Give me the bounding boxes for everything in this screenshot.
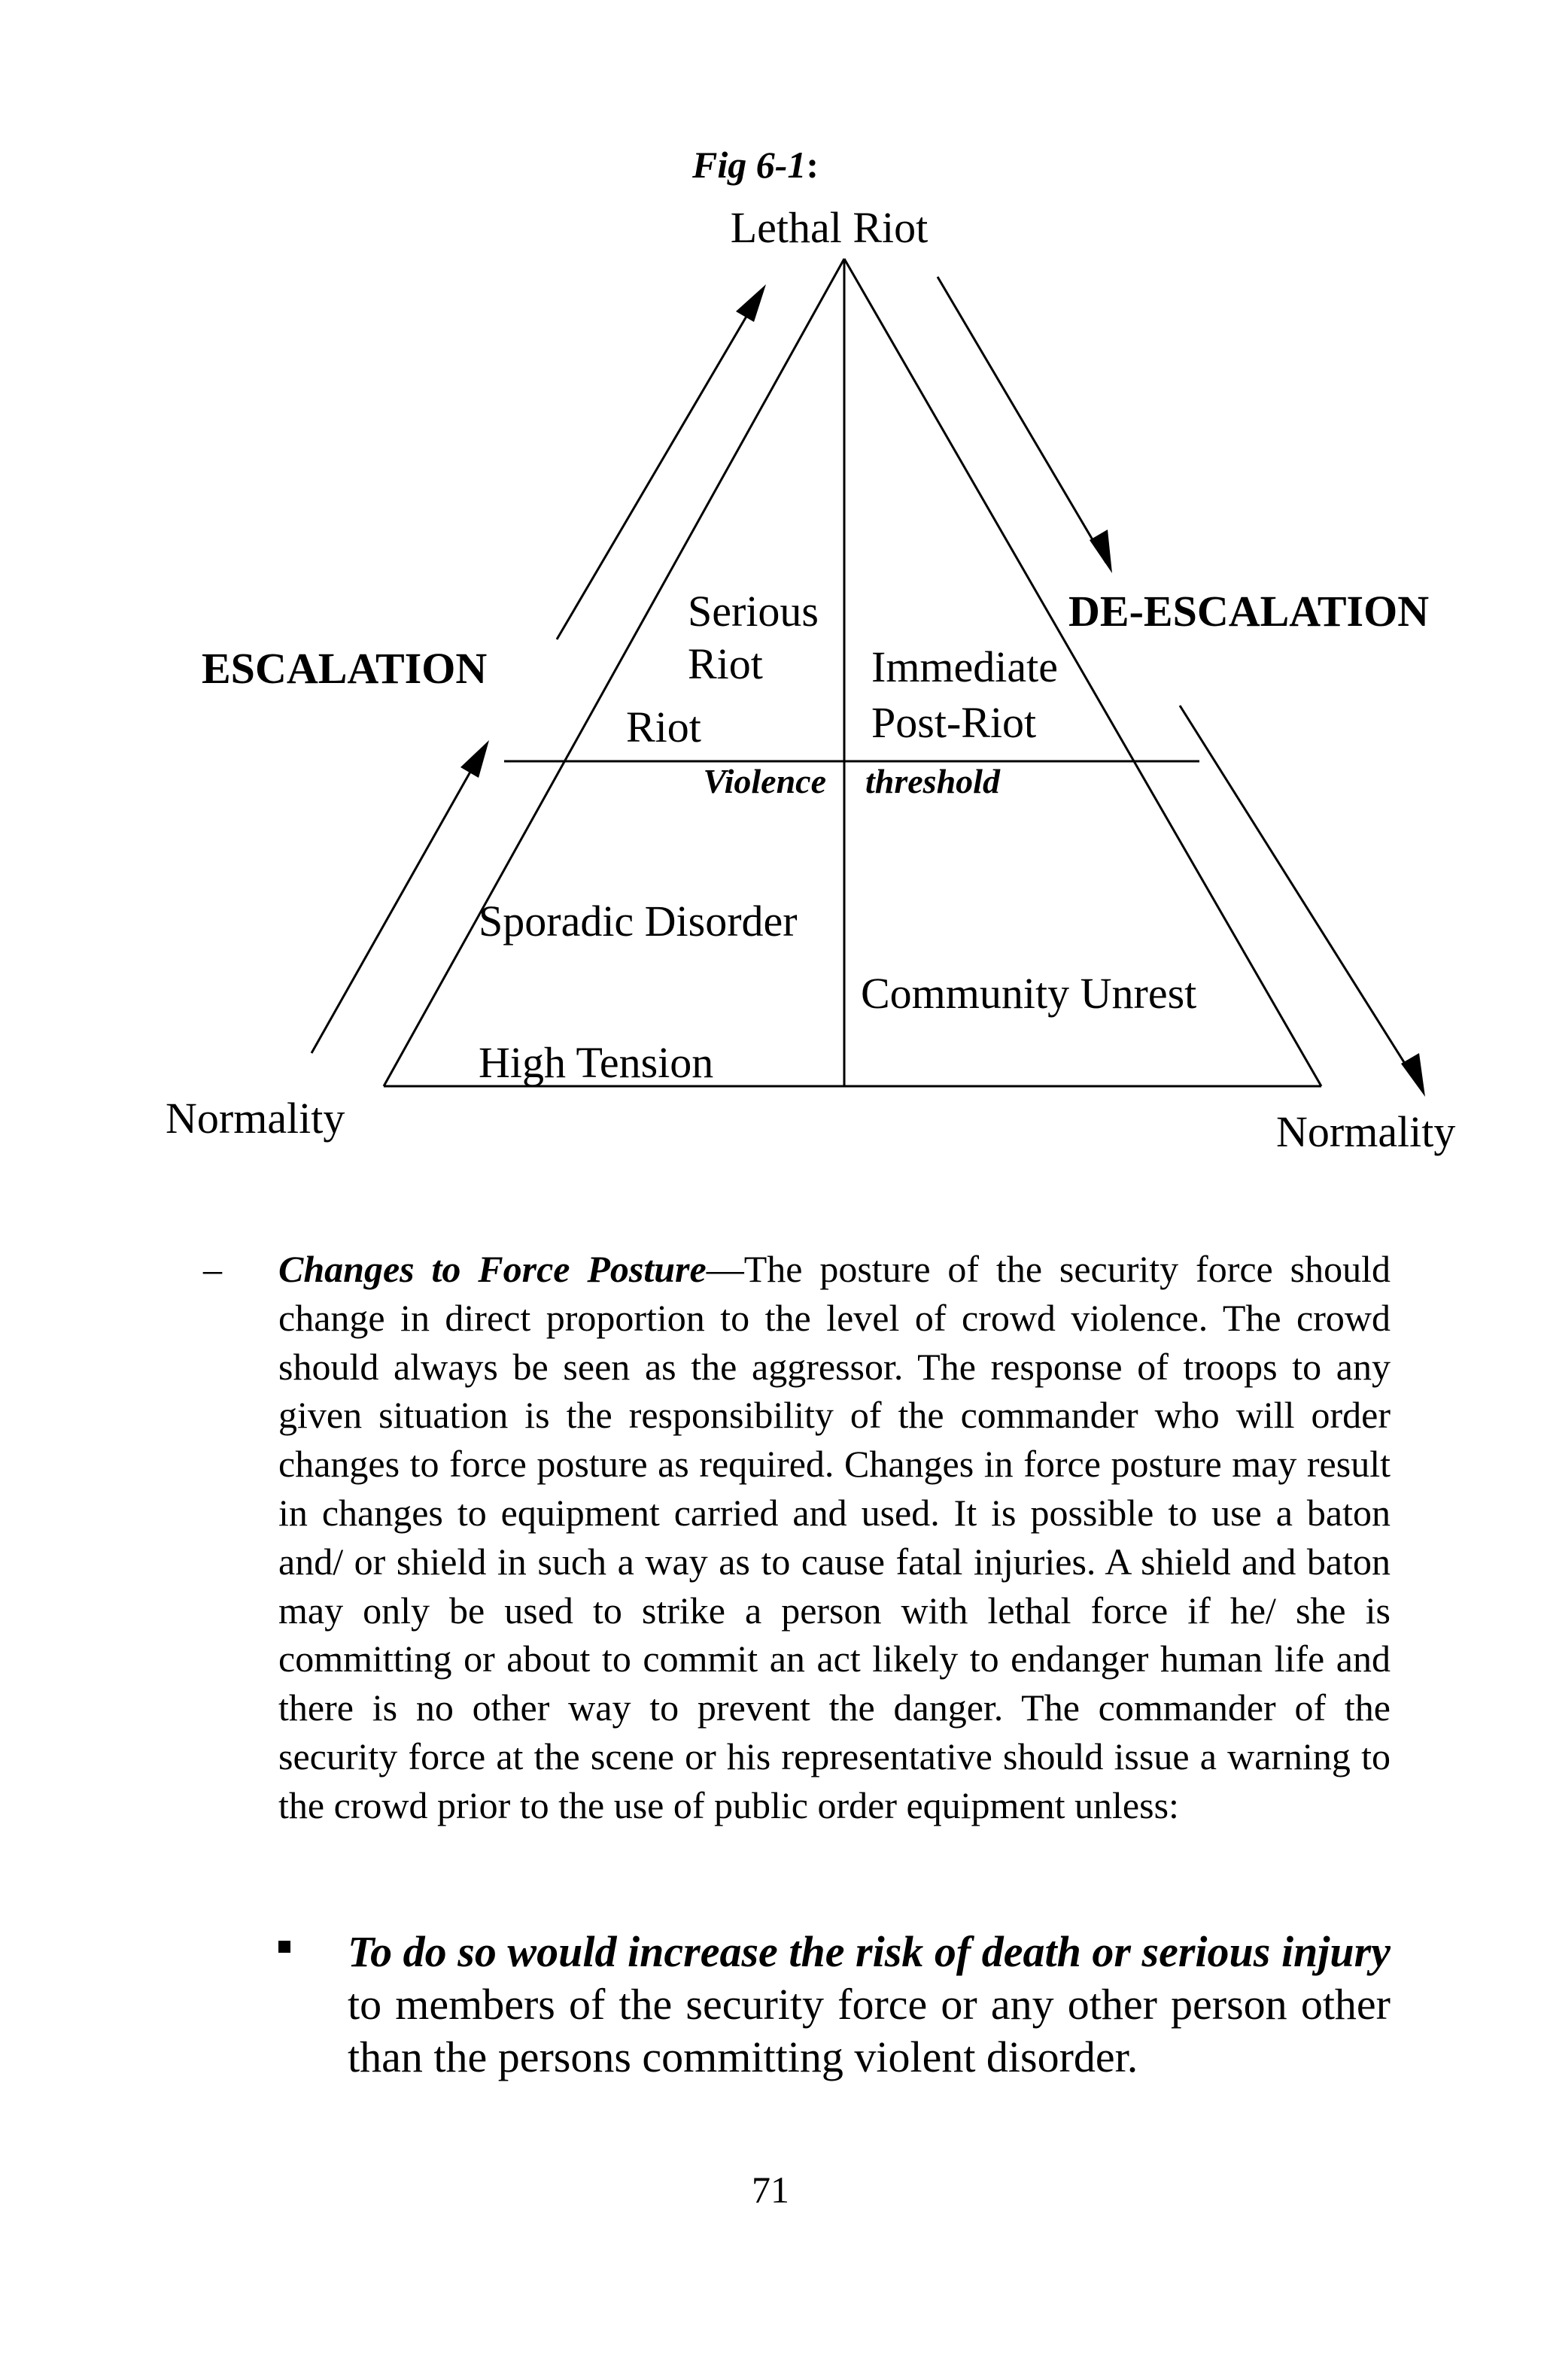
stage-serious-riot-line1: Serious <box>688 587 819 636</box>
stage-sporadic-disorder: Sporadic Disorder <box>479 897 798 946</box>
force-posture-paragraph <box>278 1245 1391 1830</box>
bullet-text: to members of the security force or any other person other than the persons committing violent disorder. <box>348 1980 1391 2081</box>
stage-post-riot: Post-Riot <box>871 698 1037 747</box>
bullet-lead: To do so would increase the risk of death or serious injury <box>348 1927 1391 1976</box>
stage-high-tension: High Tension <box>479 1038 714 1087</box>
escalation-arrow-lower <box>312 749 483 1053</box>
arrowhead-de-escalation-lower <box>1401 1053 1425 1097</box>
de-escalation-heading: DE-ESCALATION <box>1068 587 1430 636</box>
stage-immediate: Immediate <box>871 642 1059 691</box>
threshold-label-left: Violence <box>703 762 826 800</box>
apex-label: Lethal Riot <box>730 203 929 252</box>
arrowhead-de-escalation-upper <box>1090 530 1112 573</box>
normality-left-label: Normality <box>166 1094 345 1143</box>
arrowhead-escalation-lower <box>460 740 489 778</box>
square-bullet-icon <box>278 1941 290 1953</box>
threshold-label-right: threshold <box>865 762 1000 800</box>
escalation-heading: ESCALATION <box>202 644 488 693</box>
warning-exception-paragraph <box>348 1926 1391 2084</box>
normality-right-label: Normality <box>1276 1107 1456 1156</box>
de-escalation-arrow-upper <box>938 277 1106 563</box>
stage-community-unrest: Community Unrest <box>861 969 1197 1018</box>
stage-serious-riot-line2: Riot <box>688 639 763 688</box>
arrowhead-escalation-upper <box>736 284 766 322</box>
dash-bullet: – <box>203 1248 222 1290</box>
page-number: 71 <box>752 2169 789 2211</box>
de-escalation-arrow-lower <box>1180 706 1419 1086</box>
triangle <box>384 259 1321 1086</box>
paragraph-text: —The posture of the security force should change in direct proportion to the level of crowd violence. The crowd should always be seen as the aggressor. The response of troops to any given situation is the responsibility of the commander who will order changes to force posture as required. Changes in force posture may result in changes to equipment carried and used. It is possible to use a baton and/ or shield in such a way as to cause fatal injuries. A shield and baton may only be used to strike a person with lethal force if he/ she is committing or about to commit an act likely to endanger human life and there is no other way to prevent the danger. The commander of the security force at the scene or his representative should issue a warning to the crowd prior to the use of public order equipment unless: <box>278 1248 1391 1826</box>
figure-caption: Fig 6-1: <box>692 144 819 186</box>
paragraph-lead: Changes to Force Posture <box>278 1248 707 1290</box>
stage-riot: Riot <box>626 703 701 751</box>
